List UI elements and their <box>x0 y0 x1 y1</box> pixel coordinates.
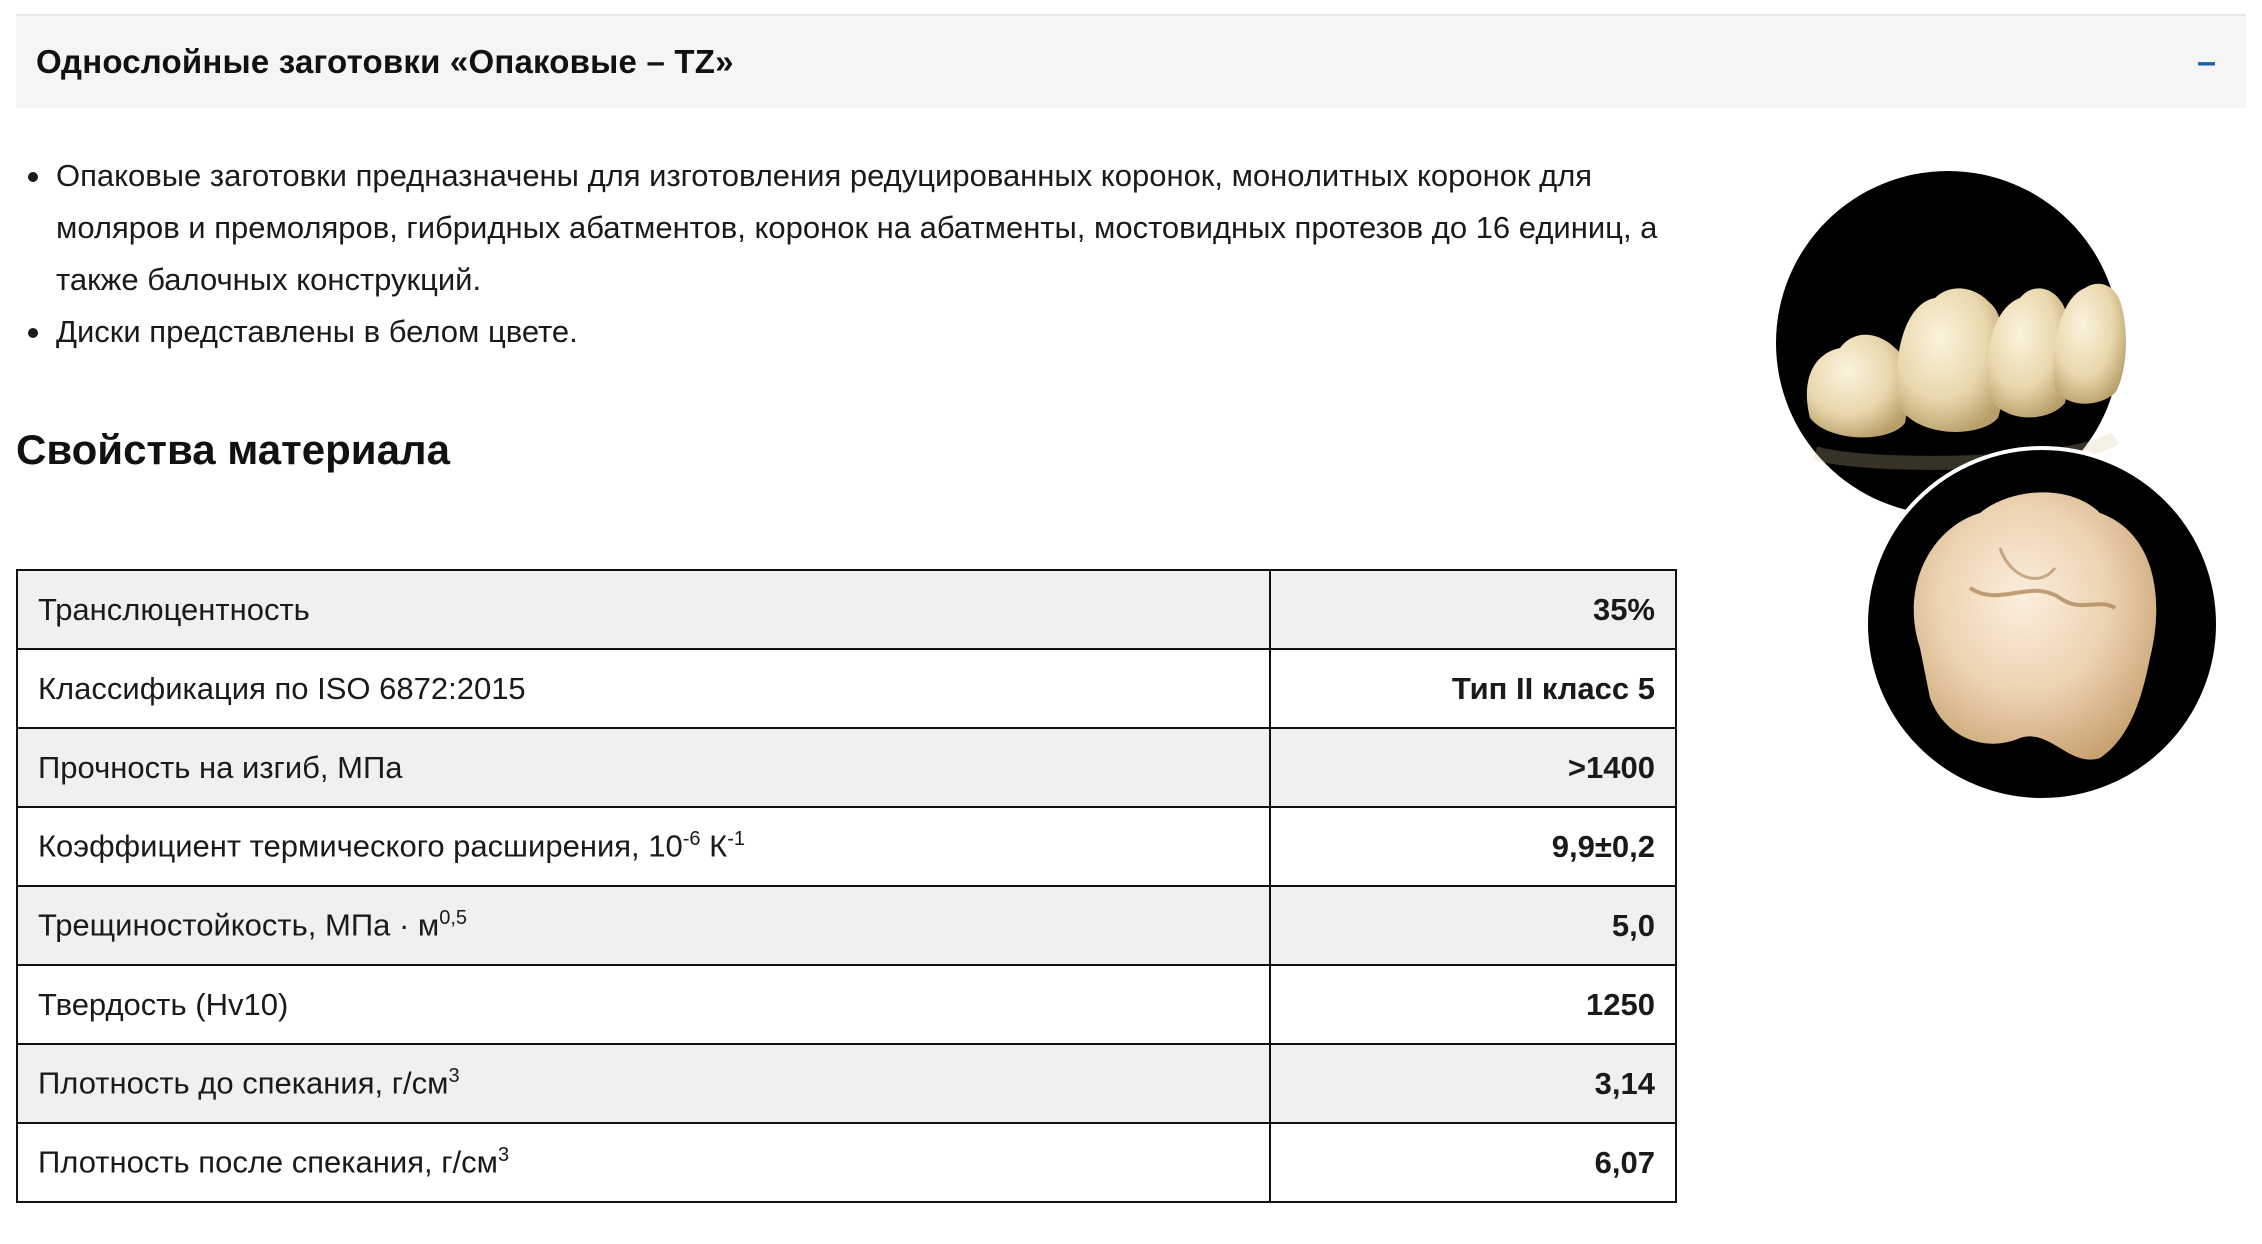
property-label: Классификация по ISO 6872:2015 <box>17 649 1270 728</box>
property-value: 9,9±0,2 <box>1270 807 1676 886</box>
property-label: Коэффициент термического расширения, $10^{-6}$ $К^{-1}$ <box>17 807 1270 886</box>
property-value: Тип II класс 5 <box>1270 649 1676 728</box>
property-label: Плотность после спекания, $г/см^3$ <box>17 1123 1270 1202</box>
table-row <box>17 807 1676 886</box>
dental-crowns-photo <box>1770 168 2220 798</box>
molar-tooth <box>1914 492 2157 759</box>
property-value: >1400 <box>1270 728 1676 807</box>
property-value: 3,14 <box>1270 1044 1676 1123</box>
properties-table <box>16 569 1677 1203</box>
property-value: 1250 <box>1270 965 1676 1044</box>
list-item: Опаковые заготовки предназначены для изготовления редуцированных коронок, монолитных коронок для моляров и премоляров, гибридных абатментов, коронок на абатменты, мостовидных протезов до 16 единиц, а также балочных конструкций. <box>24 150 1694 306</box>
accordion-title: Однослойные заготовки «Опаковые – TZ» <box>36 43 734 80</box>
table-row <box>17 649 1676 728</box>
section-heading: Свойства материала <box>16 426 450 473</box>
table-row <box>17 570 1676 649</box>
table-row <box>17 965 1676 1044</box>
description-list <box>24 150 1694 358</box>
property-label: Твердость (Hv10) <box>17 965 1270 1044</box>
property-value: 6,07 <box>1270 1123 1676 1202</box>
table-row <box>17 1044 1676 1123</box>
collapse-toggle-icon[interactable]: – <box>2197 43 2216 81</box>
property-label: Транслюцентность <box>17 570 1270 649</box>
list-item: Диски представлены в белом цвете. <box>24 306 1694 358</box>
table-row <box>17 728 1676 807</box>
property-value: 35% <box>1270 570 1676 649</box>
property-value: 5,0 <box>1270 886 1676 965</box>
table-row <box>17 1123 1676 1202</box>
property-label: Плотность до спекания, $г/см^3$ <box>17 1044 1270 1123</box>
property-label: Прочность на изгиб, МПа <box>17 728 1270 807</box>
accordion-header[interactable] <box>16 14 2246 108</box>
table-row <box>17 886 1676 965</box>
property-label: Трещиностойкость, МПа · $м^{0,5}$ <box>17 886 1270 965</box>
